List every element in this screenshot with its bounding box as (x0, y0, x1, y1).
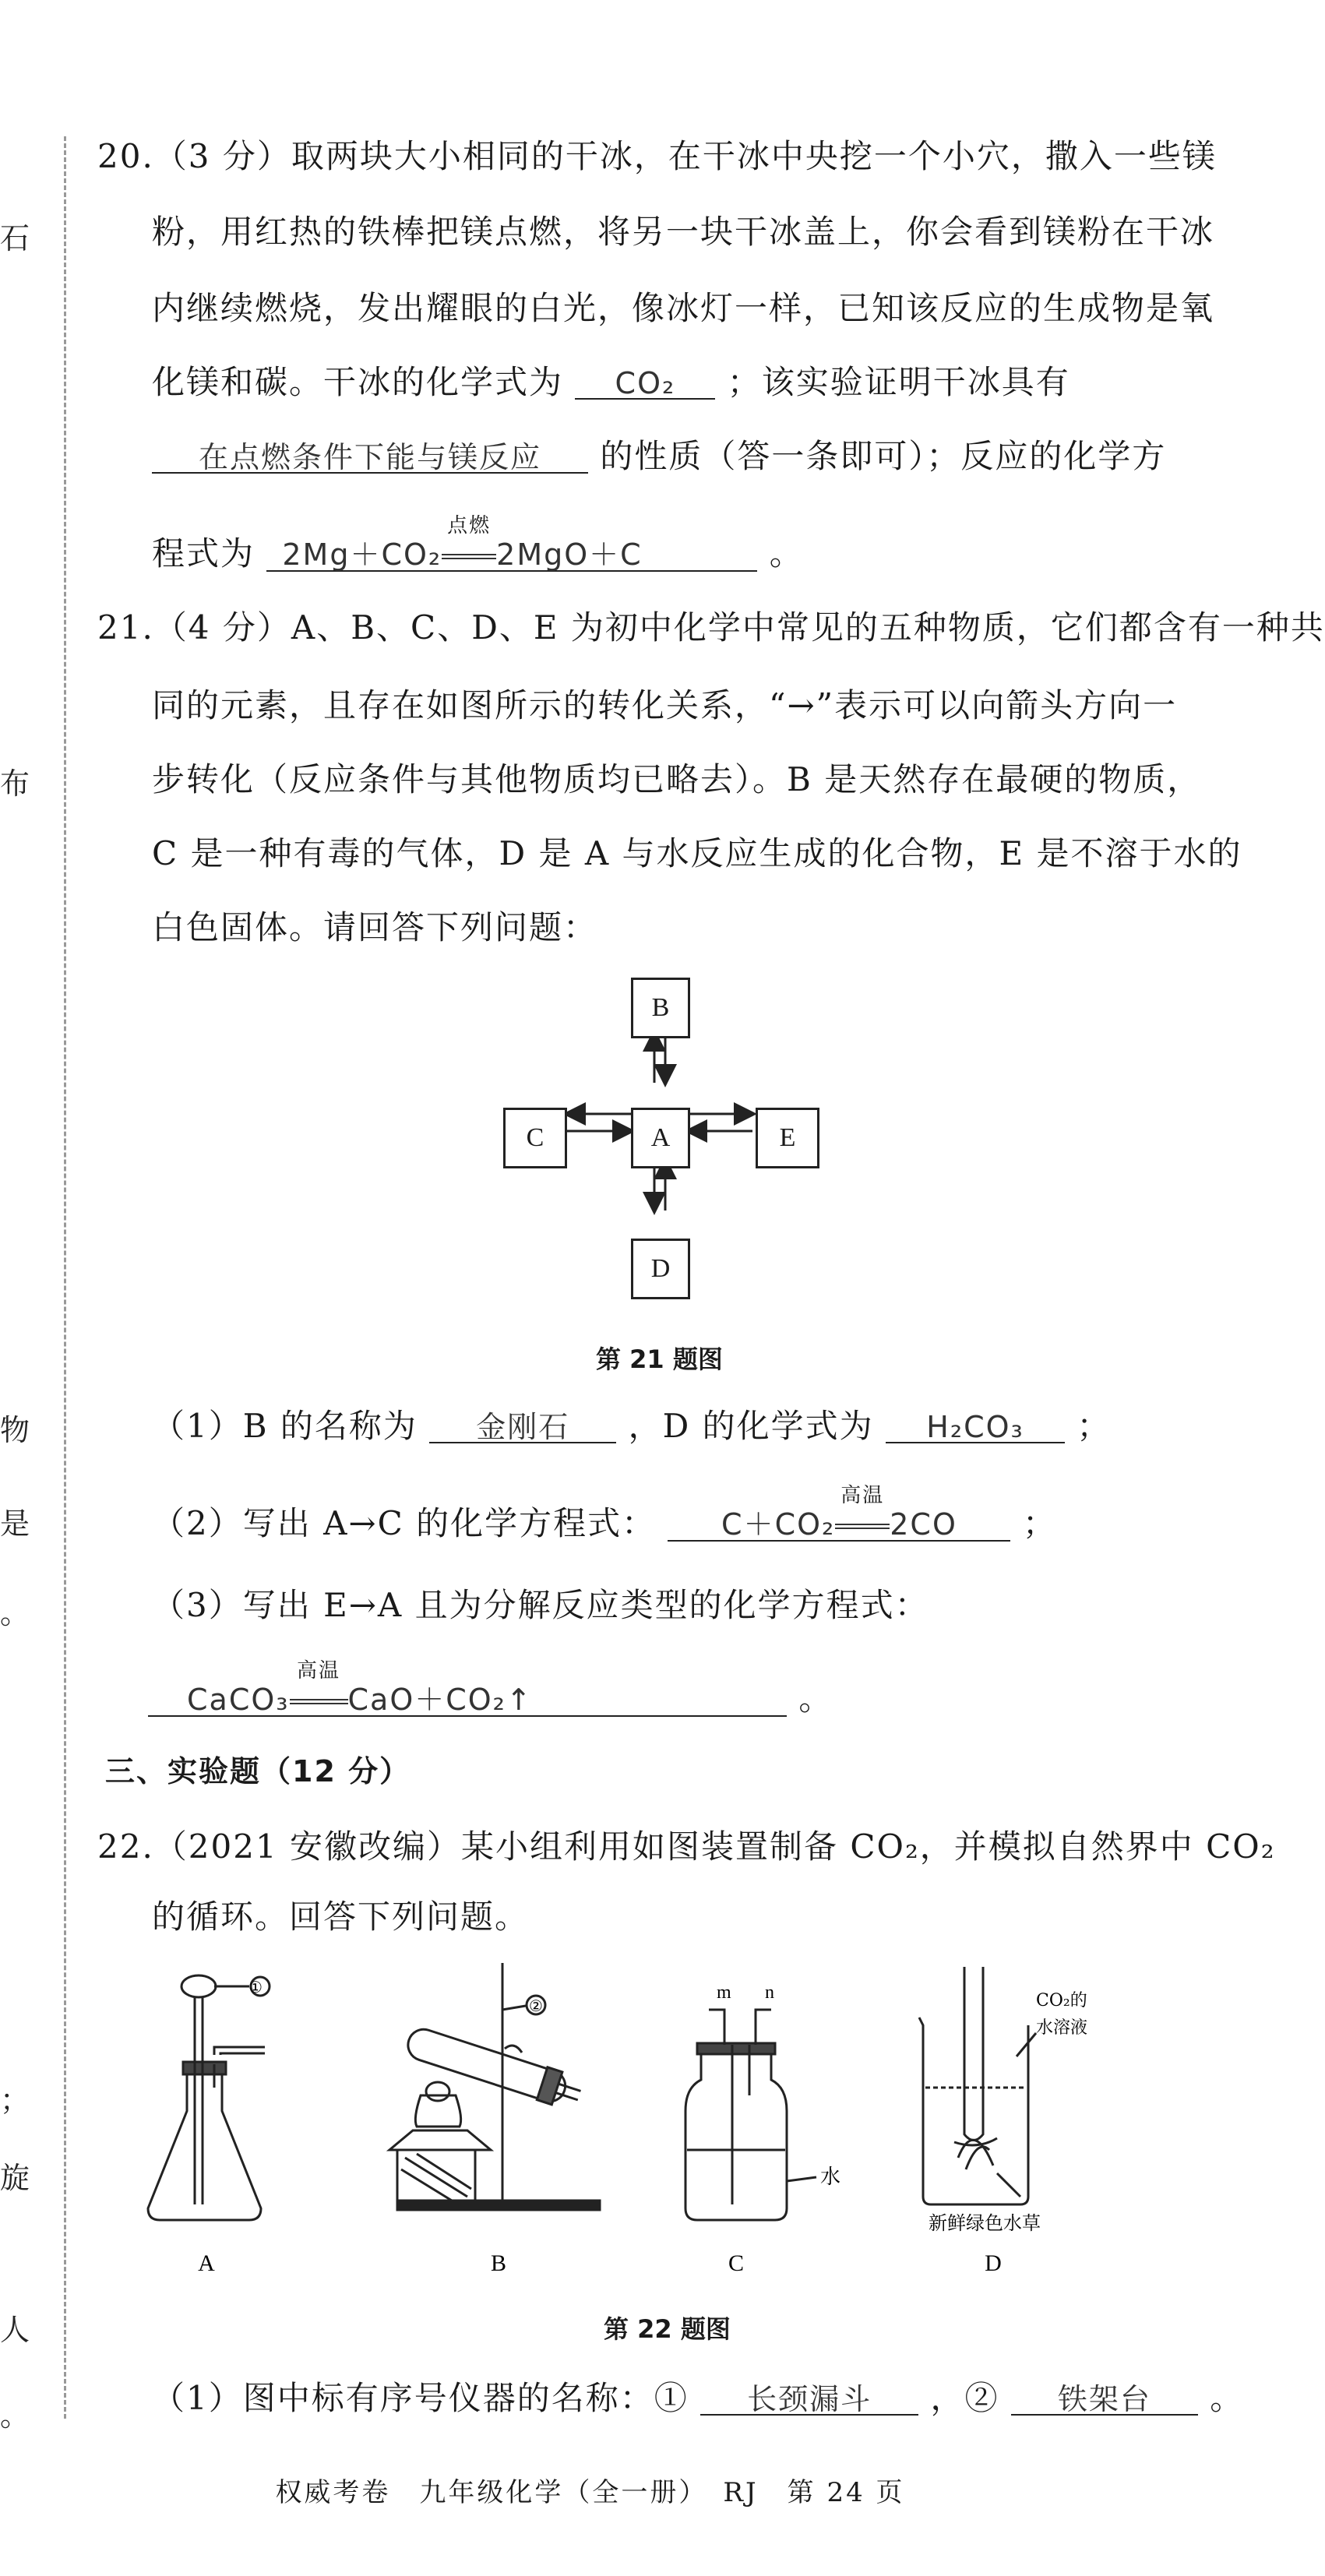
equation-rhs: 2MgO＋C (496, 537, 643, 572)
co2-solution-label-2: 水溶液 (1036, 2018, 1088, 2038)
instrument-label-2: ② (529, 1996, 543, 2015)
q21-blank-equation-ac (668, 1484, 1010, 1542)
q22-text: ，② (930, 2379, 999, 2417)
q21-text: 。 (798, 1679, 833, 1718)
margin-char: ； (0, 2083, 30, 2117)
q22-blank-instrument-2: 铁架台 (1011, 2384, 1198, 2416)
equation-lhs: 2Mg＋CO₂ (282, 537, 442, 572)
q22-blank-instrument-1: 长颈漏斗 (700, 2384, 918, 2416)
apparatus-a-flask (148, 1975, 270, 2220)
q21-line1: 21.（4 分）A、B、C、D、E 为初中化学中常见的五种物质，它们都含有一种共 (97, 608, 1325, 647)
q22-figure-caption: 第 22 题图 (604, 2314, 731, 2344)
section-heading: 三、实验题（12 分） (105, 1754, 411, 1788)
condition-label: 高温 (840, 1484, 885, 1507)
margin-char: 石 (0, 221, 30, 255)
diagram-box-e: E (756, 1108, 819, 1168)
page-footer: 权威考卷 九年级化学（全一册） RJ 第 24 页 (275, 2477, 905, 2508)
margin-char: 。 (0, 2398, 30, 2433)
q22-line2: 的循环。回答下列问题。 (152, 1898, 530, 1936)
q21-part1 (152, 1407, 1112, 1445)
q22-apparatus-figure (140, 1963, 1184, 2290)
apparatus-label-a: A (198, 2250, 215, 2276)
q21-line4: C 是一种有毒的气体，D 是 A 与水反应生成的化合物，E 是不溶于水的 (152, 834, 1242, 872)
q21-part2 (152, 1484, 1057, 1542)
equation-condition (290, 1659, 348, 1715)
margin-char: 人 (0, 2313, 30, 2347)
condition-label: 高温 (296, 1659, 340, 1683)
q20-line6 (152, 514, 804, 573)
q20-line2: 粉，用红热的铁棒把镁点燃，将另一块干冰盖上，你会看到镁粉在干冰 (152, 213, 1215, 251)
q20-blank-formula: CO₂ (575, 368, 715, 400)
q22-part1 (152, 2379, 1245, 2417)
co2-solution-label-1: CO₂的 (1036, 1991, 1087, 2010)
q20-blank-equation (266, 514, 757, 572)
q20-text: ；该实验证明干冰具有 (727, 363, 1070, 401)
q21-line3: 步转化（反应条件与其他物质均已略去）。B 是天然存在最硬的物质， (152, 760, 1202, 798)
q21-blank-d-formula: H₂CO₃ (886, 1412, 1065, 1443)
diagram-box-d: D (631, 1239, 690, 1299)
instrument-label-1: ① (248, 1978, 263, 1996)
q22-text: 。 (1210, 2379, 1245, 2417)
q21-part3: （3）写出 E→A 且为分解反应类型的化学方程式： (152, 1586, 929, 1624)
equation-lhs: CaCO₃ (187, 1683, 290, 1717)
q20-text: 。 (769, 534, 804, 573)
q20-blank-property: 在点燃条件下能与镁反应 (152, 442, 588, 474)
binding-dashed-line (64, 136, 66, 2419)
apparatus-label-d: D (985, 2250, 1002, 2276)
q21-text: ； (1022, 1504, 1057, 1542)
q20-text: 化镁和碳。干冰的化学式为 (152, 363, 564, 401)
apparatus-d-beaker (919, 1967, 1036, 2204)
apparatus-label-c: C (728, 2250, 745, 2276)
equation-condition (835, 1484, 890, 1540)
q21-blank-b-name: 金刚石 (429, 1412, 616, 1443)
q20-line5 (152, 437, 1167, 475)
q21-line5: 白色固体。请回答下列问题： (152, 908, 598, 946)
q21-blank-equation-ea (148, 1659, 787, 1717)
apparatus-label-b: B (490, 2250, 507, 2276)
q21-text: （2）写出 A→C 的化学方程式： (152, 1504, 657, 1542)
water-label: 水 (820, 2165, 841, 2189)
apparatus-b-stand (389, 1963, 600, 2210)
equation-condition (442, 514, 496, 570)
q22-text: （1）图中标有序号仪器的名称：① (152, 2379, 689, 2417)
q20-line1: 20.（3 分）取两块大小相同的干冰，在干冰中央挖一个小穴，撒入一些镁 (97, 137, 1217, 175)
margin-char: 布 (0, 766, 30, 801)
q20-line4 (152, 363, 1070, 401)
equation-lhs: C＋CO₂ (721, 1507, 836, 1542)
q21-text: ，D 的化学式为 (628, 1407, 874, 1445)
margin-char: 旋 (0, 2161, 30, 2195)
q20-line3: 内继续燃烧，发出耀眼的白光，像冰灯一样，已知该反应的生成物是氧 (152, 289, 1215, 327)
q20-text: 程式为 (152, 534, 255, 573)
diagram-box-b: B (631, 978, 690, 1038)
margin-char: 物 (0, 1413, 30, 1447)
q21-text: （1）B 的名称为 (152, 1407, 418, 1445)
condition-label: 点燃 (447, 514, 492, 537)
equation-rhs: CaO＋CO₂↑ (347, 1683, 533, 1717)
q21-part3-answer (148, 1659, 833, 1718)
q21-text: ； (1077, 1407, 1112, 1445)
q21-line2: 同的元素，且存在如图所示的转化关系，“→”表示可以向箭头方向一 (152, 686, 1178, 724)
diagram-box-c: C (503, 1108, 567, 1168)
q20-text: 的性质（答一条即可）；反应的化学方 (600, 437, 1167, 475)
q22-line1: 22.（2021 安徽改编）某小组利用如图装置制备 CO₂，并模拟自然界中 CO₂ (97, 1827, 1276, 1866)
q21-figure-caption: 第 21 题图 (596, 1344, 723, 1374)
tube-label-m: m (717, 1982, 731, 2003)
tube-label-n: n (765, 1982, 774, 2003)
apparatus-c-bottle (685, 2010, 816, 2220)
water-plant-label: 新鲜绿色水草 (929, 2212, 1041, 2234)
diagram-box-a: A (631, 1108, 690, 1168)
equation-rhs: 2CO (890, 1507, 957, 1542)
margin-char: 。 (0, 1596, 30, 1630)
margin-char: 是 (0, 1506, 30, 1541)
